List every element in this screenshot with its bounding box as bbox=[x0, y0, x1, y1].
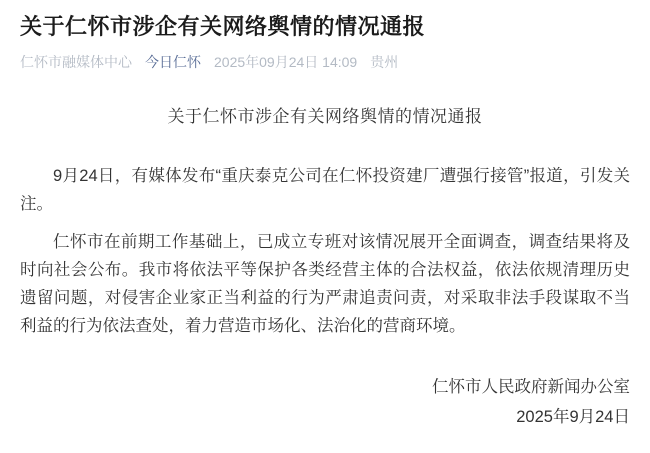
body-paragraph-1: 9月24日，有媒体发布“重庆泰克公司在仁怀投资建厂遭强行接管”报道，引发关注。 bbox=[20, 167, 630, 213]
meta-account-name[interactable]: 仁怀市融媒体中心 bbox=[20, 54, 132, 70]
signature-date: 2025年9月24日 bbox=[516, 408, 630, 426]
meta-source-link[interactable]: 今日仁怀 bbox=[145, 54, 201, 70]
signature-block bbox=[20, 372, 630, 432]
article-meta bbox=[20, 53, 630, 71]
article-title: 关于仁怀市涉企有关网络舆情的情况通报 bbox=[20, 14, 426, 39]
article-body bbox=[20, 162, 630, 340]
article-page bbox=[0, 12, 650, 453]
signature-office: 仁怀市人民政府新闻办公室 bbox=[432, 378, 630, 396]
meta-publish-datetime: 2025年09月24日 14:09 bbox=[214, 54, 358, 70]
document-heading: 关于仁怀市涉企有关网络舆情的情况通报 bbox=[167, 107, 483, 126]
body-paragraph-2: 仁怀市在前期工作基础上，已成立专班对该情况展开全面调查，调查结果将及时向社会公布。我市将依法平等保护各类经营主体的合法权益，依法依规清理历史遗留问题，对侵害企业家正当利益的行为严肃追责问责，对采取非法手段谋取不当利益的行为依法查处，着力营造市场化、法治化的营商环境。 bbox=[20, 233, 630, 335]
meta-location: 贵州 bbox=[370, 54, 399, 70]
